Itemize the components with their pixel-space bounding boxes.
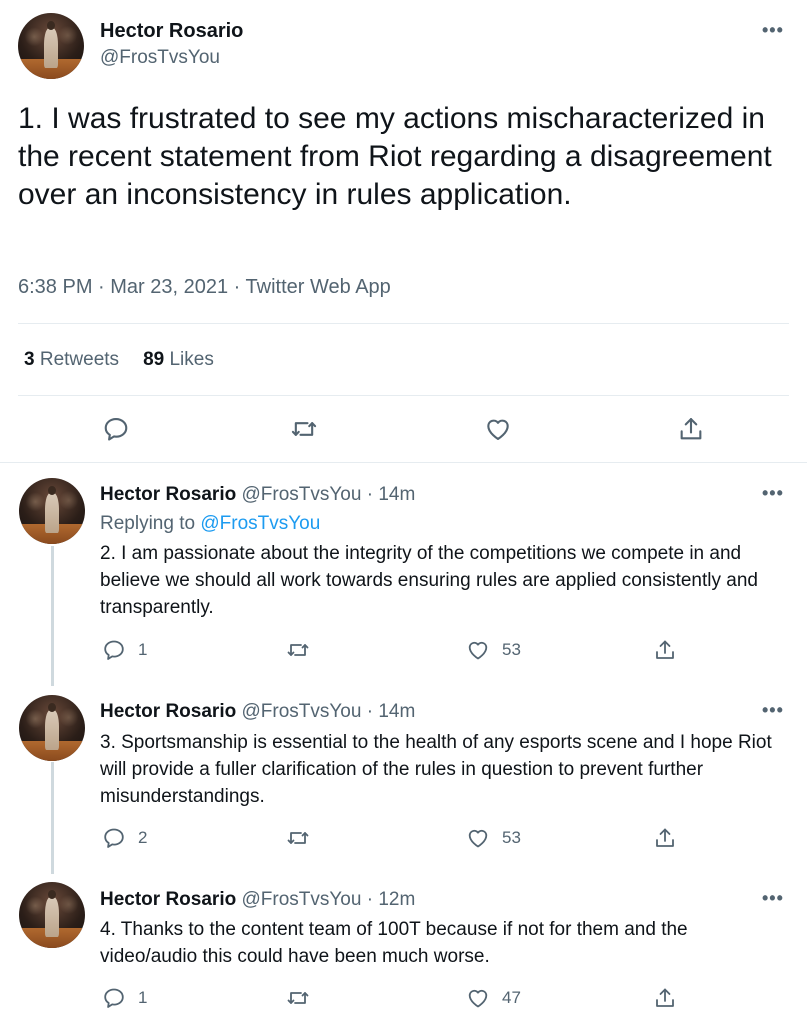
tweet-text: 1. I was frustrated to see my actions mischaracterized in the recent statement from Riot regarding a disagreement over an inconsistency in rules application.: [18, 102, 772, 211]
share-icon: [653, 986, 677, 1010]
retweets-label: Retweets: [39, 349, 120, 370]
retweet-icon: [286, 986, 310, 1010]
author-handle-time[interactable]: @FrosTvsYou · 14m: [241, 484, 416, 505]
reply-text: 3. Sportsmanship is essential to the health of any esports scene and I hope Riot will provide a fuller clarification of the rules in question to prevent further misunderstandings.: [100, 732, 772, 807]
author-name[interactable]: Hector Rosario: [100, 701, 237, 722]
reply-count: 1: [138, 640, 148, 659]
likes-label: Likes: [169, 349, 214, 370]
reply-header: [100, 889, 415, 911]
retweet-icon[interactable]: [290, 415, 318, 443]
reply-text: 4. Thanks to the content team of 100T because if not for them and the video/audio this could have been much worse.: [100, 919, 688, 967]
reply-button[interactable]: [102, 826, 147, 850]
share-button[interactable]: [653, 638, 677, 662]
reply-text: 2. I am passionate about the integrity of the competitions we compete in and believe we should all work towards ensuring rules are applied consistently and transparently.: [100, 543, 758, 618]
replying-handle-link[interactable]: @FrosTvsYou: [200, 513, 321, 534]
reply-button[interactable]: [102, 986, 147, 1010]
retweets-stat[interactable]: [24, 349, 119, 370]
retweet-button[interactable]: [286, 638, 310, 662]
like-button[interactable]: [466, 638, 521, 662]
likes-count: 89: [143, 349, 165, 370]
author-handle-time[interactable]: @FrosTvsYou · 14m: [241, 701, 416, 722]
heart-icon: [466, 826, 490, 850]
tweet-stats: [24, 349, 214, 371]
share-button[interactable]: [653, 986, 677, 1010]
reply-header: [100, 484, 415, 506]
reply-icon: [102, 826, 126, 850]
more-icon[interactable]: •••: [762, 20, 784, 40]
heart-icon[interactable]: [484, 415, 512, 443]
avatar[interactable]: [19, 695, 85, 761]
reply-header: [100, 701, 415, 723]
author-name[interactable]: Hector Rosario: [100, 889, 237, 910]
divider: [0, 462, 807, 463]
heart-icon: [466, 986, 490, 1010]
author-name[interactable]: Hector Rosario: [100, 484, 237, 505]
more-icon[interactable]: •••: [762, 483, 784, 503]
divider: [18, 323, 789, 324]
retweets-count: 3: [24, 349, 35, 370]
thread-line: [51, 762, 54, 874]
like-button[interactable]: [466, 826, 521, 850]
like-count: 53: [502, 828, 521, 847]
like-count: 47: [502, 988, 521, 1007]
author-handle[interactable]: @FrosTvsYou: [100, 47, 220, 68]
replying-to: [100, 513, 320, 535]
heart-icon: [466, 638, 490, 662]
retweet-icon: [286, 826, 310, 850]
share-button[interactable]: [653, 826, 677, 850]
share-icon: [653, 826, 677, 850]
tweet-meta[interactable]: 6:38 PM · Mar 23, 2021 · Twitter Web App: [18, 276, 391, 298]
author-name[interactable]: Hector Rosario: [100, 20, 244, 42]
avatar[interactable]: [18, 13, 84, 79]
like-count: 53: [502, 640, 521, 659]
like-button[interactable]: [466, 986, 521, 1010]
share-icon[interactable]: [677, 415, 705, 443]
reply-count: 1: [138, 988, 148, 1007]
author-handle-time[interactable]: @FrosTvsYou · 12m: [241, 889, 416, 910]
retweet-button[interactable]: [286, 826, 310, 850]
reply-count: 2: [138, 828, 148, 847]
reply-button[interactable]: [102, 638, 147, 662]
retweet-button[interactable]: [286, 986, 310, 1010]
reply-icon: [102, 986, 126, 1010]
avatar[interactable]: [19, 478, 85, 544]
more-icon[interactable]: •••: [762, 700, 784, 720]
reply-icon[interactable]: [102, 415, 130, 443]
avatar[interactable]: [19, 882, 85, 948]
retweet-icon: [286, 638, 310, 662]
reply-icon: [102, 638, 126, 662]
replying-label: Replying to: [100, 513, 196, 534]
more-icon[interactable]: •••: [762, 888, 784, 908]
share-icon: [653, 638, 677, 662]
likes-stat[interactable]: [143, 349, 214, 370]
divider: [18, 395, 789, 396]
thread-line: [51, 546, 54, 686]
